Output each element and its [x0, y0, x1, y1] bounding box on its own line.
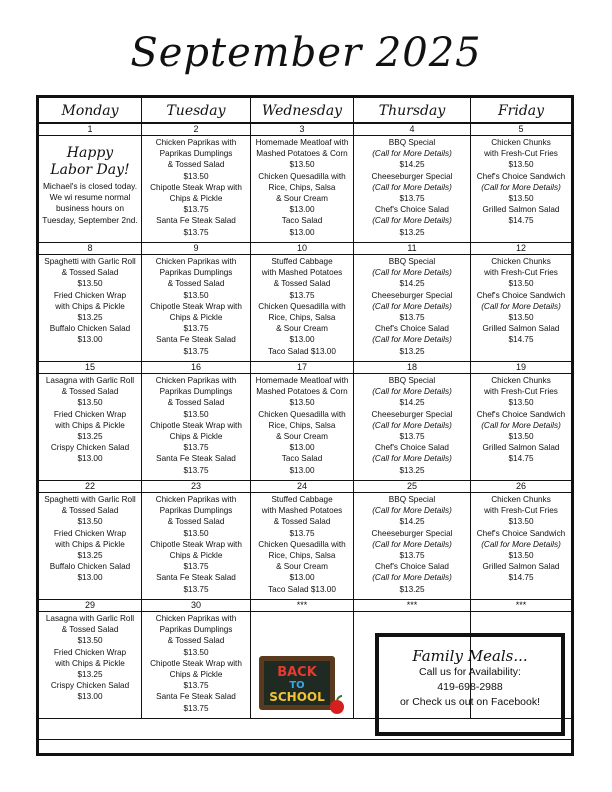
menu-line: Fried Chicken Wrap — [53, 290, 127, 300]
menu-line: (Call for More Details) — [372, 216, 452, 226]
menu-line: Santa Fe Steak Salad — [156, 573, 236, 583]
menu-line: Buffalo Chicken Salad — [49, 562, 131, 572]
menu-line: Chips & Pickle — [169, 551, 223, 561]
closed-notice-line: business hours on — [56, 203, 124, 214]
menu-line: Chicken Quesadilla with — [258, 171, 346, 181]
menu-line: (Call for More Details) — [372, 182, 452, 192]
menu-line: $13.50 — [183, 528, 209, 538]
menu-line: Paprikas Dumplings — [159, 149, 233, 159]
menu-line: Santa Fe Steak Salad — [156, 454, 236, 464]
menu-line: $14.25 — [399, 398, 425, 408]
day-header-friday: Friday — [471, 98, 571, 124]
menu-line: Grilled Salmon Salad — [482, 205, 560, 215]
menu-line: with Mashed Potatoes — [261, 268, 343, 278]
menu-line: Stuffed Cabbage — [271, 495, 333, 504]
menu-line: $13.50 — [183, 290, 209, 300]
menu-line: Chef's Choice Salad — [375, 205, 449, 215]
menu-line: $13.50 — [77, 636, 103, 646]
date-number: 10 — [251, 243, 353, 255]
menu-line: Mashed Potatoes & Corn — [256, 149, 348, 159]
menu-line: $14.25 — [399, 160, 425, 170]
menu-line: $13.75 — [399, 313, 425, 323]
menu-line: $13.25 — [399, 227, 425, 237]
day-cell — [471, 362, 571, 481]
menu-line: Chef's Choice Salad — [375, 324, 449, 334]
menu-line: $13.25 — [399, 346, 425, 356]
menu-line: & Tossed Salad — [167, 160, 225, 170]
date-number: 5 — [471, 124, 571, 136]
day-header-tuesday: Tuesday — [142, 98, 251, 124]
bts-line2: TO — [289, 680, 305, 691]
family-meals-phone[interactable]: 419-698-2988 — [437, 681, 503, 693]
day-cell — [142, 362, 251, 481]
menu-line: $13.00 — [289, 335, 315, 345]
apple-icon — [330, 700, 344, 714]
menu-line: Chips & Pickle — [169, 670, 223, 680]
menu-line: Chicken Paprikas with — [155, 495, 237, 504]
day-cell — [39, 243, 142, 362]
menu-line: $14.75 — [508, 335, 534, 345]
menu-line: Chef's Choice Sandwich — [476, 528, 566, 538]
menu-line: $14.25 — [399, 517, 425, 527]
menu-line: & Sour Cream — [276, 194, 328, 204]
menu-line: & Tossed Salad — [61, 506, 119, 516]
menu-line: & Tossed Salad — [167, 398, 225, 408]
menu-line: & Tossed Salad — [167, 636, 225, 646]
day-cell — [39, 124, 142, 243]
menu-line: $13.75 — [289, 528, 315, 538]
menu-line: $13.75 — [183, 681, 209, 691]
menu-line: $13.75 — [289, 290, 315, 300]
bts-line1: BACK — [277, 665, 317, 680]
menu-line: $13.50 — [183, 171, 209, 181]
menu-line: Chicken Quesadilla with — [258, 301, 346, 311]
menu-line: $13.50 — [508, 279, 534, 289]
menu-line: BBQ Special — [388, 376, 436, 385]
menu-line: $14.75 — [508, 454, 534, 464]
menu-line: & Tossed Salad — [61, 625, 119, 635]
day-cell — [142, 243, 251, 362]
menu-line: Santa Fe Steak Salad — [156, 216, 236, 226]
menu-line: $13.50 — [183, 409, 209, 419]
closed-notice-line: We wi resume normal — [49, 192, 131, 203]
menu-line: with Chips & Pickle — [55, 301, 125, 311]
menu-line: & Tossed Salad — [61, 387, 119, 397]
menu-line: $13.75 — [399, 551, 425, 561]
date-number: *** — [354, 600, 470, 612]
menu-line: Cheeseburger Special — [371, 290, 453, 300]
day-header-wednesday: Wednesday — [251, 98, 354, 124]
day-cell — [354, 362, 471, 481]
menu-line: $13.25 — [77, 670, 103, 680]
menu-line: Chips & Pickle — [169, 194, 223, 204]
menu-line: Chips & Pickle — [169, 432, 223, 442]
menu-line: Homemade Meatloaf with — [255, 138, 349, 147]
menu-line: Buffalo Chicken Salad — [49, 324, 131, 334]
date-number: 16 — [142, 362, 250, 374]
day-cell — [471, 243, 571, 362]
menu-line: $13.75 — [399, 432, 425, 442]
menu-line: $13.75 — [183, 562, 209, 572]
date-number: 18 — [354, 362, 470, 374]
menu-line: $13.25 — [77, 551, 103, 561]
day-cell — [251, 124, 354, 243]
menu-line: Chipotle Steak Wrap with — [150, 301, 242, 311]
day-cell — [142, 600, 251, 719]
menu-line: (Call for More Details) — [372, 420, 452, 430]
menu-line: (Call for More Details) — [372, 301, 452, 311]
menu-line: Rice, Chips, Salsa — [268, 551, 336, 561]
menu-line: Fried Chicken Wrap — [53, 647, 127, 657]
date-number: 12 — [471, 243, 571, 255]
menu-line: & Tossed Salad — [61, 268, 119, 278]
menu-line: Rice, Chips, Salsa — [268, 420, 336, 430]
menu-line: $13.50 — [508, 432, 534, 442]
menu-line: Chipotle Steak Wrap with — [150, 539, 242, 549]
menu-line: $13.50 — [508, 313, 534, 323]
menu-line: Fried Chicken Wrap — [53, 409, 127, 419]
menu-line: (Call for More Details) — [372, 268, 452, 278]
menu-line: Cheeseburger Special — [371, 171, 453, 181]
date-number: *** — [251, 600, 353, 612]
menu-line: $13.00 — [289, 443, 315, 453]
menu-line: Homemade Meatloaf with — [255, 376, 349, 385]
day-cell — [39, 600, 142, 719]
menu-line: Chicken Chunks — [491, 376, 551, 385]
menu-line: Fried Chicken Wrap — [53, 528, 127, 538]
menu-line: $13.75 — [183, 346, 209, 356]
menu-line: $13.00 — [77, 573, 103, 583]
menu-line: BBQ Special — [388, 257, 436, 266]
menu-line: Grilled Salmon Salad — [482, 562, 560, 572]
menu-line: $13.75 — [183, 324, 209, 334]
menu-line: $14.75 — [508, 216, 534, 226]
menu-line: Chef's Choice Salad — [375, 562, 449, 572]
menu-line: with Chips & Pickle — [55, 658, 125, 668]
date-number: 24 — [251, 481, 353, 493]
menu-line: Chicken Chunks — [491, 138, 551, 147]
menu-line: (Call for More Details) — [372, 335, 452, 345]
menu-line: Taco Salad — [281, 216, 323, 226]
family-meals-line: Call us for Availability: — [419, 666, 521, 678]
menu-line: $13.00 — [289, 465, 315, 475]
menu-line: & Tossed Salad — [167, 517, 225, 527]
date-number: 8 — [39, 243, 141, 255]
menu-line: with Fresh-Cut Fries — [484, 387, 558, 397]
page-title: September 2025 — [130, 30, 482, 76]
family-meals-box — [375, 633, 565, 736]
day-cell — [142, 481, 251, 600]
menu-line: Cheeseburger Special — [371, 528, 453, 538]
day-header-thursday: Thursday — [354, 98, 471, 124]
menu-line: $13.75 — [183, 465, 209, 475]
menu-line: $13.50 — [508, 517, 534, 527]
menu-line: $13.75 — [183, 703, 209, 713]
menu-line: Spaghetti with Garlic Roll — [44, 257, 136, 266]
menu-line: Paprikas Dumplings — [159, 625, 233, 635]
date-number: 9 — [142, 243, 250, 255]
day-cell — [354, 481, 471, 600]
menu-line: & Tossed Salad — [167, 279, 225, 289]
day-cell — [251, 362, 354, 481]
menu-line: $13.75 — [183, 443, 209, 453]
menu-line: Taco Salad $13.00 — [268, 584, 336, 594]
date-number: 23 — [142, 481, 250, 493]
menu-line: Chicken Paprikas with — [155, 138, 237, 147]
menu-line: Chipotle Steak Wrap with — [150, 658, 242, 668]
menu-line: Santa Fe Steak Salad — [156, 692, 236, 702]
date-number: 22 — [39, 481, 141, 493]
menu-line: Grilled Salmon Salad — [482, 443, 560, 453]
menu-line: Chicken Paprikas with — [155, 257, 237, 266]
menu-line: $13.00 — [289, 205, 315, 215]
menu-line: with Fresh-Cut Fries — [484, 506, 558, 516]
menu-line: (Call for More Details) — [372, 149, 452, 159]
menu-line: BBQ Special — [388, 138, 436, 147]
menu-line: (Call for More Details) — [372, 454, 452, 464]
day-cell — [354, 243, 471, 362]
menu-line: $13.50 — [508, 398, 534, 408]
menu-line: $13.50 — [508, 160, 534, 170]
menu-line: Chicken Chunks — [491, 495, 551, 504]
menu-line: BBQ Special — [388, 495, 436, 504]
date-number: 19 — [471, 362, 571, 374]
menu-line: $14.75 — [508, 573, 534, 583]
menu-line: Chicken Paprikas with — [155, 614, 237, 623]
menu-line: Chipotle Steak Wrap with — [150, 182, 242, 192]
day-cell — [354, 124, 471, 243]
day-cell — [251, 481, 354, 600]
menu-line: & Sour Cream — [276, 562, 328, 572]
menu-line: Chef's Choice Sandwich — [476, 290, 566, 300]
labor-day-greeting: Happy — [66, 145, 114, 161]
menu-line: with Chips & Pickle — [55, 539, 125, 549]
day-cell — [471, 124, 571, 243]
menu-line: (Call for More Details) — [481, 420, 561, 430]
back-to-school-image — [257, 654, 345, 716]
menu-line: $13.50 — [508, 551, 534, 561]
menu-line: $13.00 — [77, 692, 103, 702]
menu-line: Paprikas Dumplings — [159, 268, 233, 278]
date-number: 30 — [142, 600, 250, 612]
menu-line: $13.50 — [289, 160, 315, 170]
menu-line: Santa Fe Steak Salad — [156, 335, 236, 345]
menu-line: Lasagna with Garlic Roll — [45, 614, 135, 623]
menu-line: $13.50 — [183, 647, 209, 657]
menu-line: Chef's Choice Sandwich — [476, 409, 566, 419]
menu-line: $13.50 — [508, 194, 534, 204]
menu-line: (Call for More Details) — [372, 573, 452, 583]
menu-line: $13.25 — [77, 313, 103, 323]
day-cell — [471, 481, 571, 600]
menu-line: Chef's Choice Sandwich — [476, 171, 566, 181]
menu-line: $13.00 — [77, 335, 103, 345]
family-meals-title: Family Meals... — [412, 647, 528, 665]
closed-notice-line: Tuesday, September 2nd. — [42, 214, 138, 225]
menu-line: & Tossed Salad — [273, 279, 331, 289]
menu-line: Mashed Potatoes & Corn — [256, 387, 348, 397]
menu-line: Spaghetti with Garlic Roll — [44, 495, 136, 504]
menu-line: $13.75 — [399, 194, 425, 204]
menu-line: Taco Salad $13.00 — [268, 346, 336, 356]
date-number: 25 — [354, 481, 470, 493]
menu-line: Rice, Chips, Salsa — [268, 182, 336, 192]
calendar-footer-strip — [39, 739, 571, 753]
menu-line: Chips & Pickle — [169, 313, 223, 323]
menu-line: $13.75 — [183, 205, 209, 215]
day-cell — [142, 124, 251, 243]
menu-line: & Sour Cream — [276, 324, 328, 334]
menu-line: $13.25 — [399, 465, 425, 475]
menu-line: Chicken Quesadilla with — [258, 409, 346, 419]
menu-line: with Chips & Pickle — [55, 420, 125, 430]
menu-line: with Fresh-Cut Fries — [484, 268, 558, 278]
menu-line: with Fresh-Cut Fries — [484, 149, 558, 159]
date-number: *** — [471, 600, 571, 612]
menu-line: Chef's Choice Salad — [375, 443, 449, 453]
menu-line: (Call for More Details) — [372, 387, 452, 397]
menu-line: Cheeseburger Special — [371, 409, 453, 419]
menu-line: Lasagna with Garlic Roll — [45, 376, 135, 385]
menu-line: Crispy Chicken Salad — [50, 443, 130, 453]
family-meals-facebook[interactable]: or Check us out on Facebook! — [399, 696, 541, 708]
menu-line: Chicken Quesadilla with — [258, 539, 346, 549]
menu-line: $14.25 — [399, 279, 425, 289]
menu-line: $13.50 — [77, 398, 103, 408]
closed-notice-line: Michael's is closed today. — [42, 181, 138, 191]
date-number: 26 — [471, 481, 571, 493]
menu-line: $13.50 — [77, 517, 103, 527]
day-cell — [39, 362, 142, 481]
labor-day-greeting: Labor Day! — [50, 162, 130, 178]
date-number: 2 — [142, 124, 250, 136]
menu-line: Chicken Chunks — [491, 257, 551, 266]
menu-line: & Tossed Salad — [273, 517, 331, 527]
menu-line: $13.00 — [77, 454, 103, 464]
menu-line: $13.25 — [399, 584, 425, 594]
date-number: 15 — [39, 362, 141, 374]
menu-line: Rice, Chips, Salsa — [268, 313, 336, 323]
date-number: 29 — [39, 600, 141, 612]
menu-line: Grilled Salmon Salad — [482, 324, 560, 334]
menu-line: (Call for More Details) — [372, 506, 452, 516]
menu-line: $13.00 — [289, 573, 315, 583]
menu-line: (Call for More Details) — [372, 539, 452, 549]
menu-line: & Sour Cream — [276, 432, 328, 442]
day-cell — [251, 243, 354, 362]
date-number: 17 — [251, 362, 353, 374]
menu-line: (Call for More Details) — [481, 301, 561, 311]
menu-line: Paprikas Dumplings — [159, 387, 233, 397]
menu-line: Stuffed Cabbage — [271, 257, 333, 266]
menu-line: (Call for More Details) — [481, 539, 561, 549]
menu-line: (Call for More Details) — [481, 182, 561, 192]
menu-line: $13.75 — [183, 227, 209, 237]
menu-line: $13.75 — [183, 584, 209, 594]
calendar-grid — [36, 95, 574, 756]
date-number: 4 — [354, 124, 470, 136]
menu-line: Crispy Chicken Salad — [50, 681, 130, 691]
date-number: 1 — [39, 124, 141, 136]
menu-line: $13.00 — [289, 227, 315, 237]
menu-line: $13.50 — [77, 279, 103, 289]
menu-line: Taco Salad — [281, 454, 323, 464]
date-number: 3 — [251, 124, 353, 136]
menu-line: Chicken Paprikas with — [155, 376, 237, 385]
bts-line3: SCHOOL — [269, 690, 325, 704]
day-header-monday: Monday — [39, 98, 142, 124]
menu-line: $13.25 — [77, 432, 103, 442]
date-number: 11 — [354, 243, 470, 255]
menu-line: Chipotle Steak Wrap with — [150, 420, 242, 430]
menu-line: with Mashed Potatoes — [261, 506, 343, 516]
day-cell — [39, 481, 142, 600]
menu-line: Paprikas Dumplings — [159, 506, 233, 516]
menu-line: $13.50 — [289, 398, 315, 408]
